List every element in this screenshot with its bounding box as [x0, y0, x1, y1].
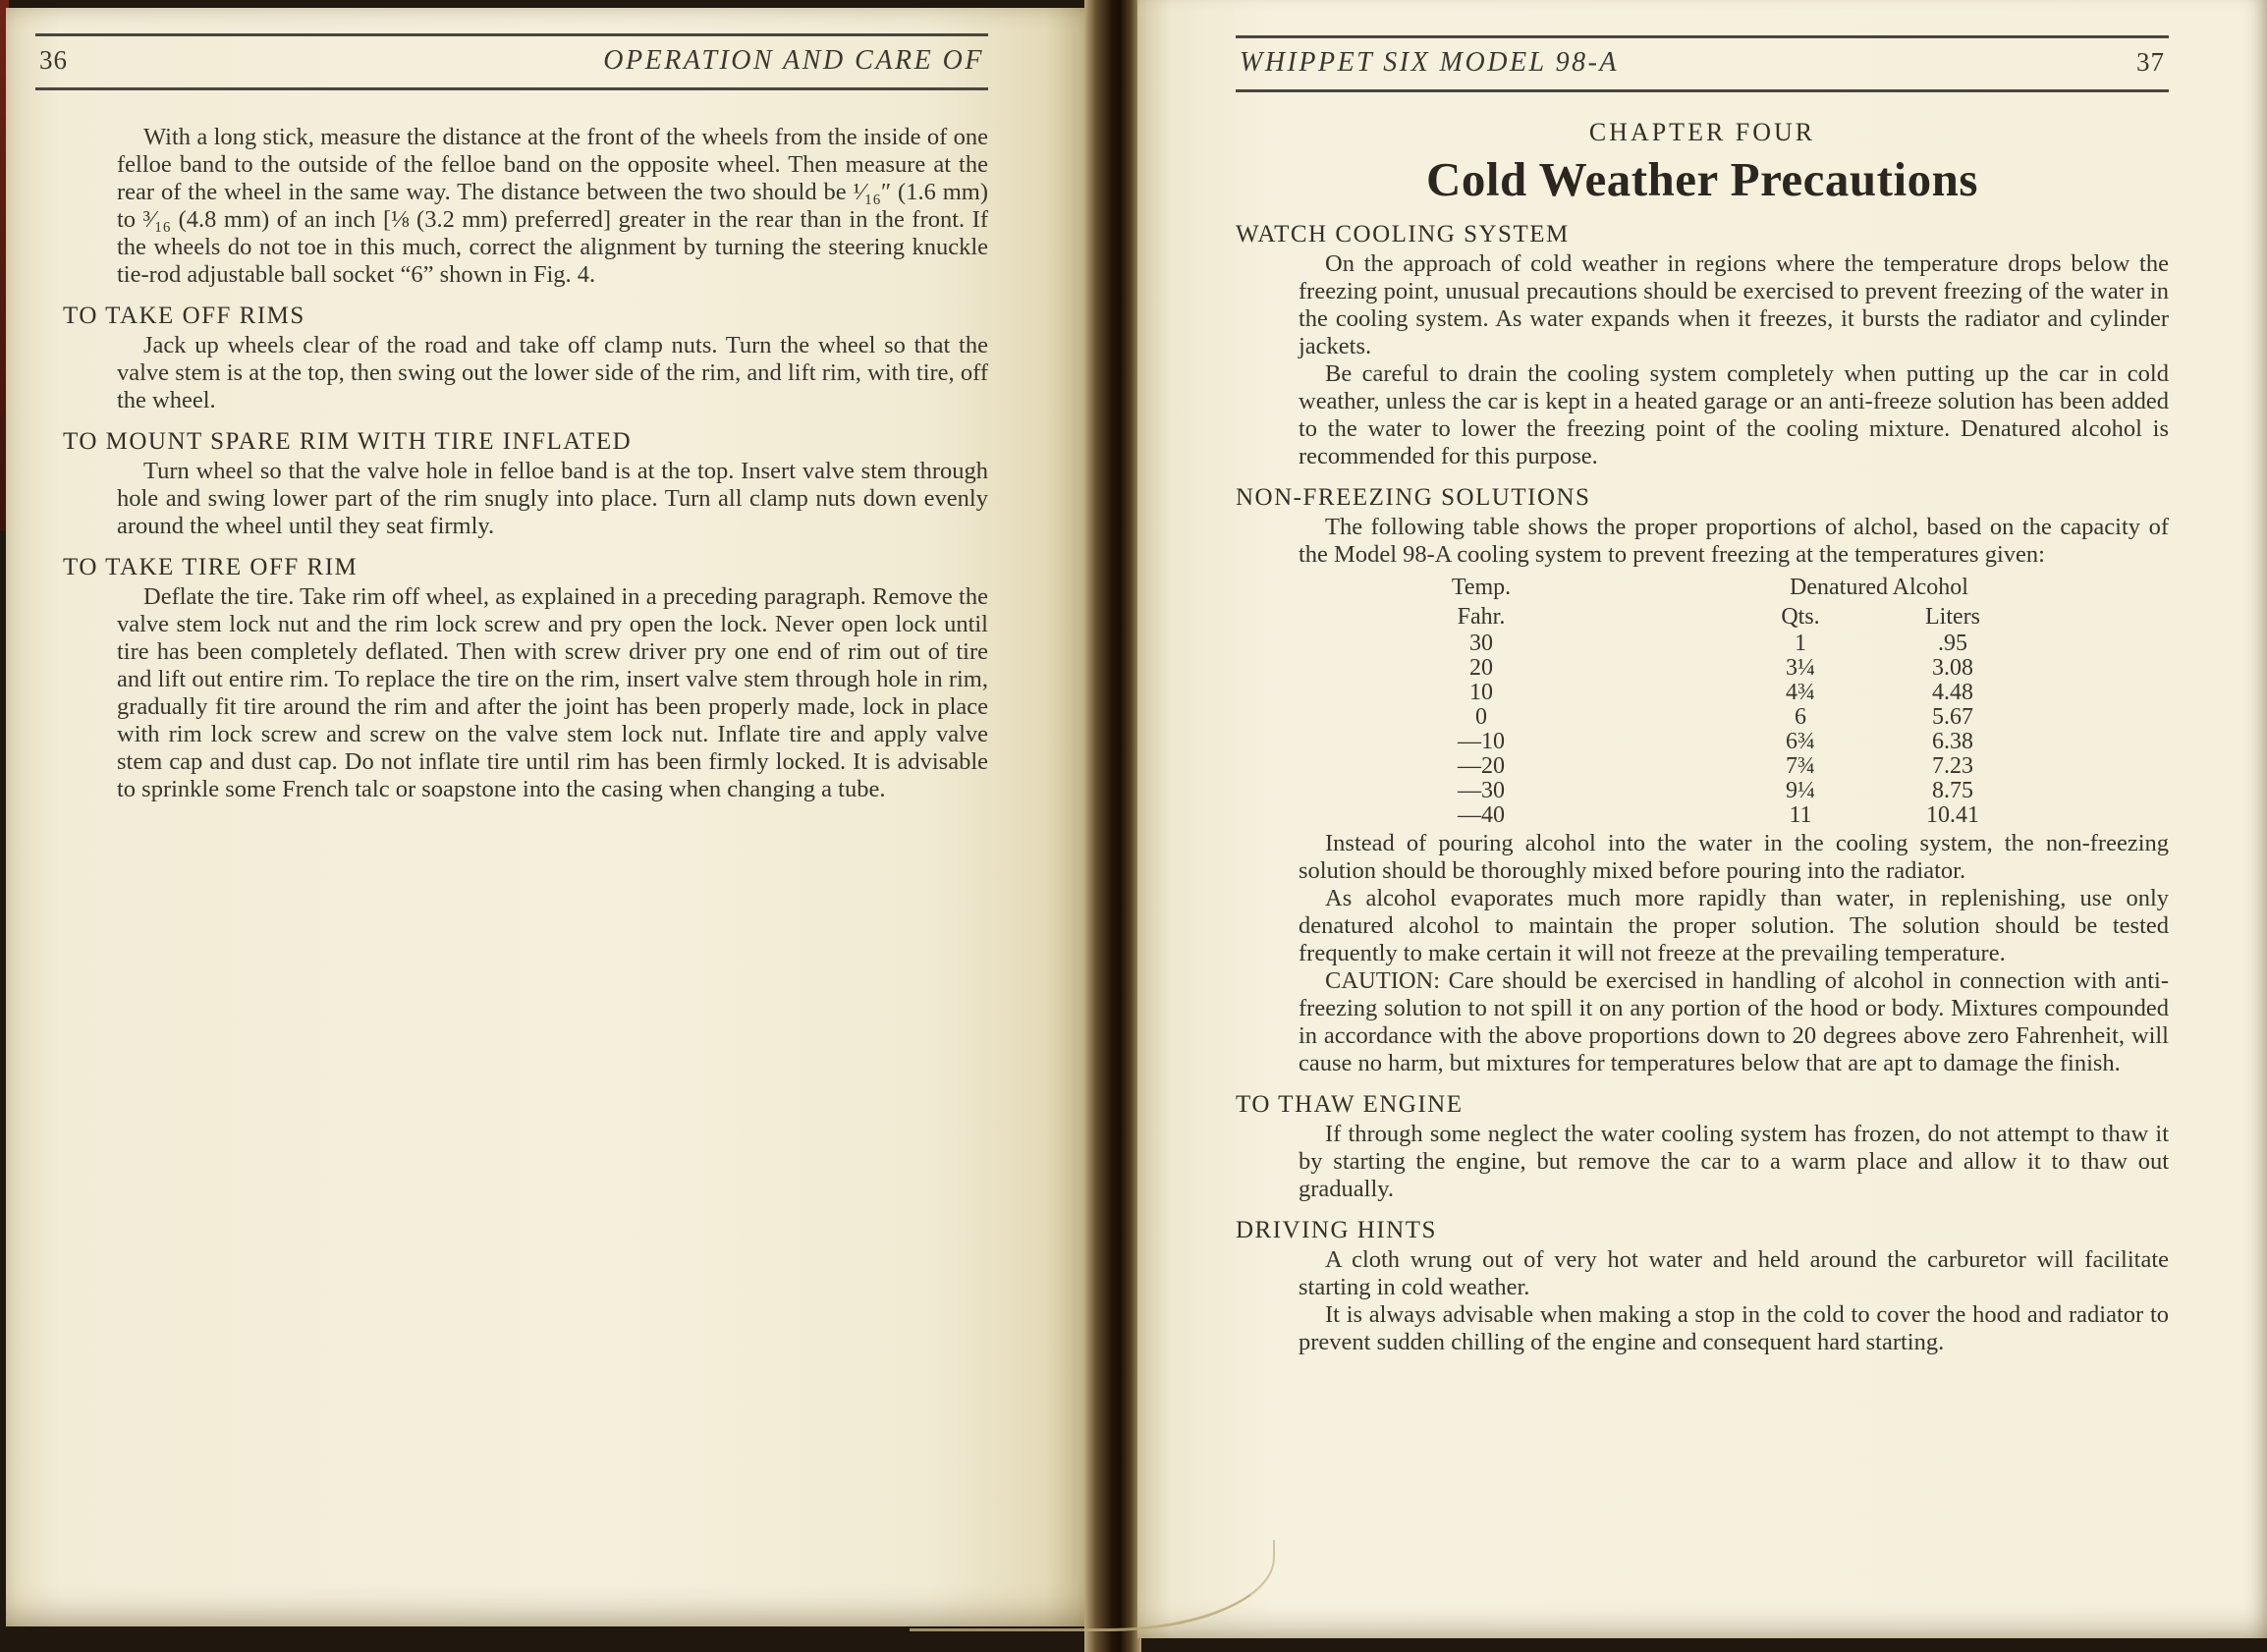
alcohol-proportion-table	[1236, 573, 2169, 828]
section-paragraph: If through some neglect the water cooling system has frozen, do not attempt to thaw it by starting the engine, but remove the car to a warm place and allow it to thaw out gradually.	[1299, 1121, 2169, 1202]
section-paragraph: On the approach of cold weather in regions where the temperature drops below the freezing point, unusual precautions should be exercised to prevent freezing of the water in the cooling system. As water expands when it freezes, it bursts the radiator and cylinder jackets.	[1299, 250, 2169, 359]
qts-value: 3¼	[1786, 655, 1815, 681]
liters-value: 4.48	[1932, 680, 1973, 705]
section-heading: TO TAKE TIRE OFF RIM	[63, 554, 359, 580]
left-intro-paragraph: With a long stick, measure the distance at the front of the wheels from the inside of one felloe band to the outside of the felloe band on the opposite wheel. Then measure at the rear of the wheel in the same way. The distance between the two should be ¹⁄₁₆″ (1.6 mm) to ³⁄₁₆ (4.8 mm) of an inch [⅛ (3.2 mm) preferred] greater in the rear than in the front. If the wheels do not toe in this much, correct the alignment by turning the steering knuckle tie-rod adjustable ball socket “6” shown in Fig. 4.	[117, 124, 988, 288]
liters-value: .95	[1938, 631, 1967, 656]
fahr-value: —20	[1458, 753, 1505, 779]
section-paragraph: CAUTION: Care should be exercised in handling of alcohol in connection with anti-freezing solution to not spill it on any portion of the hood or body. Mixtures compounded in accordance with the above proportions down to 20 degrees above zero Fahrenheit, will cause no harm, but mixtures for temperatures below that are apt to damage the finish.	[1299, 967, 2169, 1076]
liters-value: 3.08	[1932, 655, 1973, 681]
table-header-liters: Liters	[1925, 604, 1980, 630]
section-heading: DRIVING HINTS	[1236, 1217, 1437, 1243]
chapter-label: CHAPTER FOUR	[1588, 118, 1816, 146]
liters-value: 5.67	[1932, 704, 1973, 730]
section-heading: WATCH COOLING SYSTEM	[1236, 221, 1570, 248]
section-watch-cooling-system	[1236, 221, 2169, 470]
qts-value: 6	[1795, 704, 1806, 730]
right-running-head	[1236, 35, 2169, 92]
fahr-value: —30	[1458, 778, 1505, 803]
left-section-take-off-rims	[35, 303, 988, 414]
section-heading: NON-FREEZING SOLUTIONS	[1236, 484, 1591, 511]
table-header-qts: Qts.	[1781, 604, 1820, 630]
section-paragraph: Turn wheel so that the valve hole in felloe band is at the top. Insert valve stem through hole and swing lower part of the rim snugly into place. Turn all clamp nuts down evenly around the wheel until they seat firmly.	[117, 458, 988, 539]
liters-value: 6.38	[1932, 729, 1973, 754]
section-non-freezing-solutions	[1236, 484, 2169, 1077]
section-driving-hints	[1236, 1217, 2169, 1356]
right-page-number: 37	[2136, 47, 2165, 77]
qts-value: 4¾	[1786, 680, 1815, 705]
section-paragraph: The following table shows the proper proportions of alchol, based on the capacity of the Model 98-A cooling system to prevent freezing at the temperatures given:	[1299, 514, 2169, 568]
qts-value: 11	[1789, 802, 1812, 828]
liters-value: 10.41	[1926, 802, 1979, 828]
qts-value: 9¼	[1786, 778, 1815, 803]
fahr-value: 10	[1469, 680, 1493, 705]
fahr-value: —40	[1458, 802, 1505, 828]
fahr-value: 0	[1475, 704, 1487, 730]
chapter-title: Cold Weather Precautions	[1426, 152, 1978, 206]
section-to-thaw-engine	[1236, 1091, 2169, 1203]
liters-value: 7.23	[1932, 753, 1973, 779]
left-page-number: 36	[39, 45, 68, 75]
section-paragraph: Jack up wheels clear of the road and take off clamp nuts. Turn the wheel so that the valve stem is at the top, then swing out the lower side of the rim, and lift rim, with tire, off the wheel.	[117, 332, 988, 413]
section-paragraph: Be careful to drain the cooling system completely when putting up the car in cold weather, unless the car is kept in a heated garage or an anti-freeze solution has been added to the water to lower the freezing point of the cooling mixture. Denatured alcohol is recommended for this purpose.	[1299, 360, 2169, 469]
left-section-take-tire-off-rim	[35, 554, 988, 803]
fahr-value: 20	[1469, 655, 1493, 681]
qts-value: 7¾	[1786, 753, 1815, 779]
right-page	[1137, 0, 2267, 1638]
section-paragraph: A cloth wrung out of very hot water and held around the carburetor will facilitate starting in cold weather.	[1299, 1246, 2169, 1300]
book-spine-gutter	[1084, 0, 1141, 1652]
section-paragraph: Instead of pouring alcohol into the water in the cooling system, the non-freezing solution should be thoroughly mixed before pouring into the radiator.	[1299, 830, 2169, 884]
section-paragraph: It is always advisable when making a stop in the cold to cover the hood and radiator to prevent sudden chilling of the engine and consequent hard starting.	[1299, 1301, 2169, 1355]
liters-value: 8.75	[1932, 778, 1973, 803]
right-running-head-title: WHIPPET SIX MODEL 98-A	[1240, 47, 1620, 78]
fahr-value: 30	[1469, 631, 1493, 656]
left-page	[6, 8, 1088, 1626]
table-header-temp: Temp.	[1451, 575, 1512, 600]
left-running-head-title: OPERATION AND CARE OF	[603, 45, 984, 76]
table-header-denatured-alcohol: Denatured Alcohol	[1790, 575, 1968, 600]
section-heading: TO TAKE OFF RIMS	[63, 303, 305, 329]
section-paragraph: As alcohol evaporates much more rapidly than water, in replenishing, use only denatured alcohol to maintain the proper solution. The solution should be tested frequently to make certain it will not freeze at the prevailing temperature.	[1299, 885, 2169, 966]
qts-value: 6¾	[1786, 729, 1815, 754]
left-section-mount-spare-rim	[35, 428, 988, 540]
qts-value: 1	[1795, 631, 1806, 656]
left-running-head	[35, 33, 988, 90]
section-heading: TO THAW ENGINE	[1236, 1091, 1464, 1118]
table-header-fahr: Fahr.	[1457, 604, 1506, 630]
section-paragraph: Deflate the tire. Take rim off wheel, as explained in a preceding paragraph. Remove the valve stem lock nut and the rim lock screw and pry open the lock. Never open lock until tire has been completely deflated. Then with screw driver pry one end of rim out of tire and lift out entire rim. To replace the tire on the rim, insert valve stem through hole in rim, gradually fit tire around the rim and after the joint has been properly made, lock in place with rim lock screw and screw on the valve stem lock nut. Inflate tire and apply valve stem cap and dust cap. Do not inflate tire until rim has been firmly locked. It is advisable to sprinkle some French talc or soapstone into the casing when changing a tube.	[117, 583, 988, 802]
section-heading: TO MOUNT SPARE RIM WITH TIRE INFLATED	[63, 428, 633, 455]
fahr-value: —10	[1458, 729, 1505, 754]
